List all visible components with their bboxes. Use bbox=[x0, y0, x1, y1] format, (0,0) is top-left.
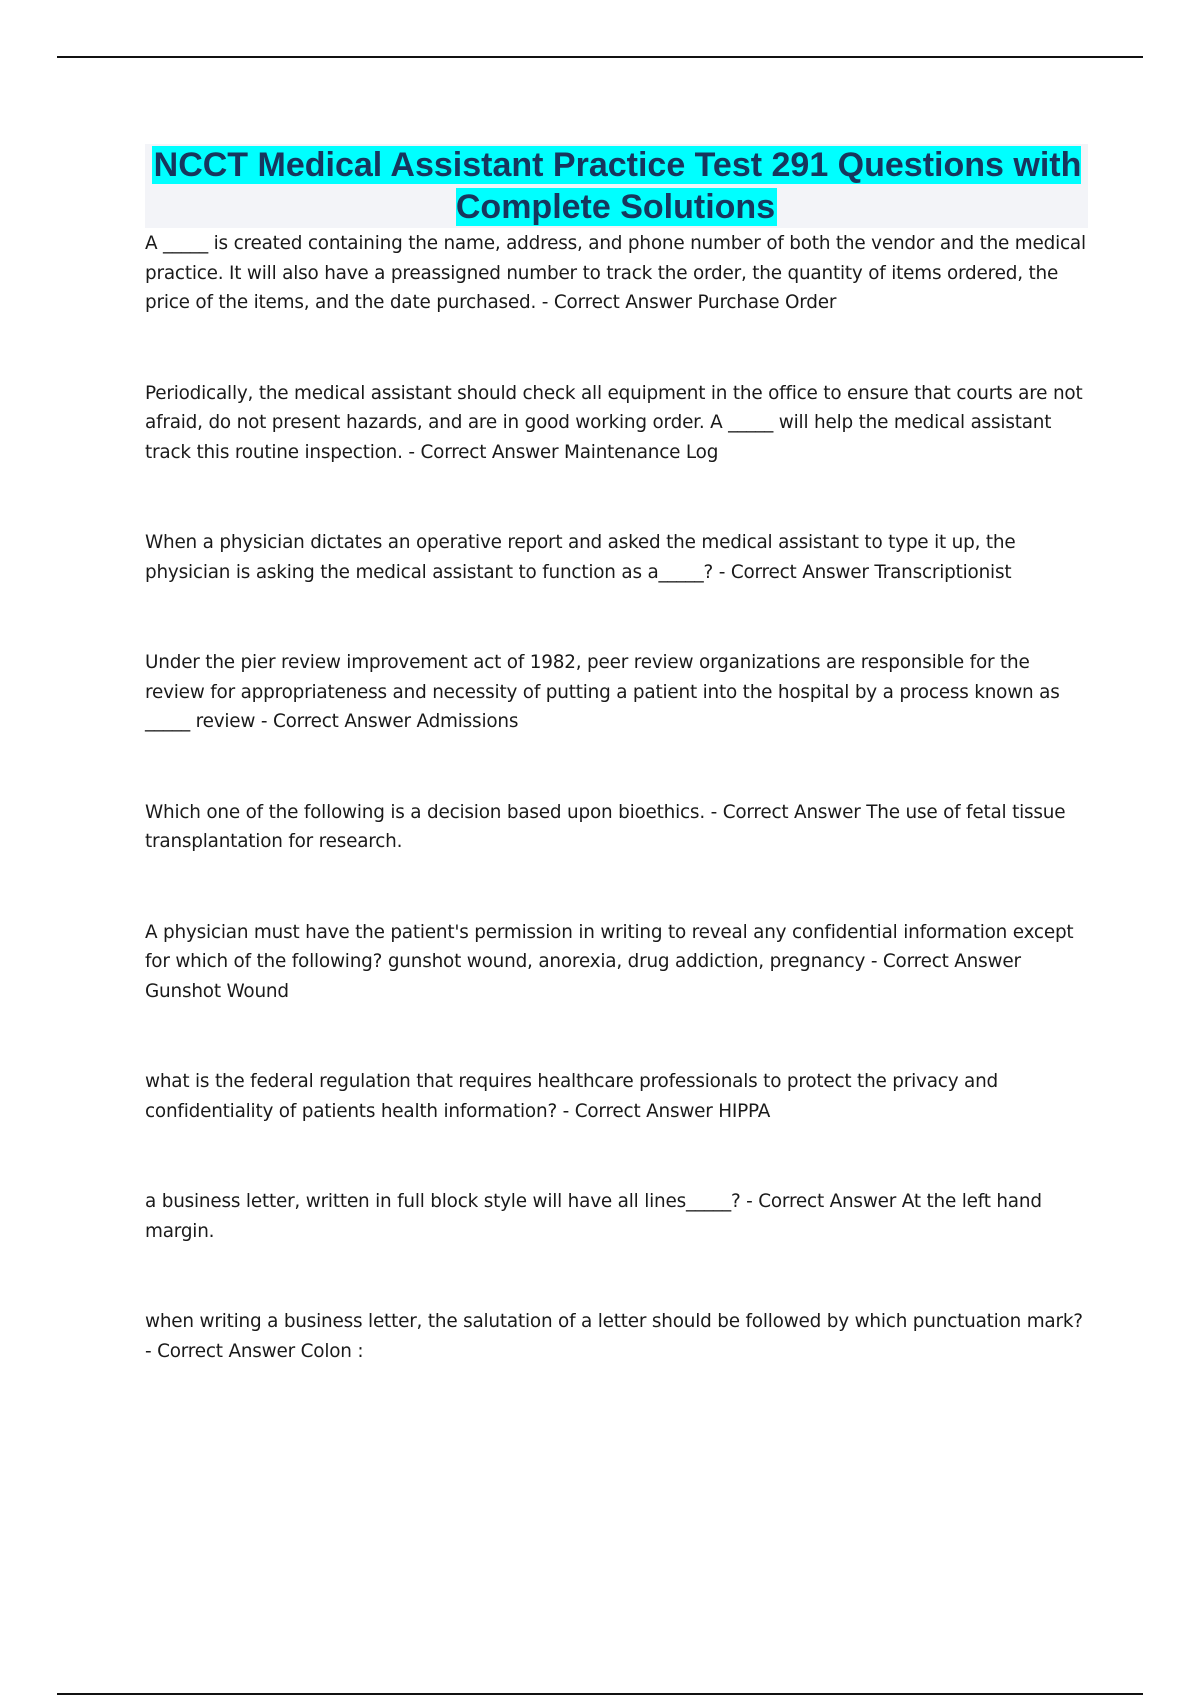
question-item-6: A physician must have the patient's permission in writing to reveal any confidential information except for which of the following? gunshot wound, anorexia, drug addiction, pregnancy - Correct Answer Gunshot Wound bbox=[145, 921, 1074, 1002]
question-item-5: Which one of the following is a decision based upon bioethics. - Correct Answer The use of fetal tissue transplantation for research. bbox=[145, 801, 1066, 852]
question-item-7: what is the federal regulation that requires healthcare professionals to protect the privacy and confidentiality of patients health information? - Correct Answer HIPPA bbox=[145, 1071, 999, 1122]
question-item-2: Periodically, the medical assistant should check all equipment in the office to ensure that courts are not afraid, do not present hazards, and are in good working order. A _____ will help the medical assistant track this routine inspection. - Correct Answer Maintenance Log bbox=[145, 382, 1083, 463]
question-item-3: When a physician dictates an operative report and asked the medical assistant to type it up, the physician is asking the medical assistant to function as a_____? - Correct Answer Transcriptionist bbox=[145, 532, 1016, 583]
top-rule bbox=[57, 56, 1143, 58]
question-item-1: A _____ is created containing the name, address, and phone number of both the vendor and the medical practice. It will also have a preassigned number to track the order, the quantity of items ordered, the price of the items, and the date purchased. - Correct Answer Purchase Order bbox=[145, 233, 1086, 313]
question-item-9: when writing a business letter, the salutation of a letter should be followed by which punctuation mark? - Correct Answer Colon : bbox=[145, 1311, 1083, 1362]
bottom-rule bbox=[57, 1693, 1143, 1695]
title-block bbox=[145, 144, 1088, 228]
document-title-text: NCCT Medical Assistant Practice Test 291 Questions with Complete Solutions bbox=[153, 146, 1082, 226]
question-item-4: Under the pier review improvement act of 1982, peer review organizations are responsible for the review for appropriateness and necessity of putting a patient into the hospital by a process known as _____ review - Correct Answer Admissions bbox=[145, 652, 1060, 732]
document-title bbox=[145, 144, 1088, 228]
question-item-8: a business letter, written in full block style will have all lines_____? - Correct Answer At the left hand margin. bbox=[145, 1191, 1042, 1242]
question-list bbox=[145, 229, 1090, 1366]
